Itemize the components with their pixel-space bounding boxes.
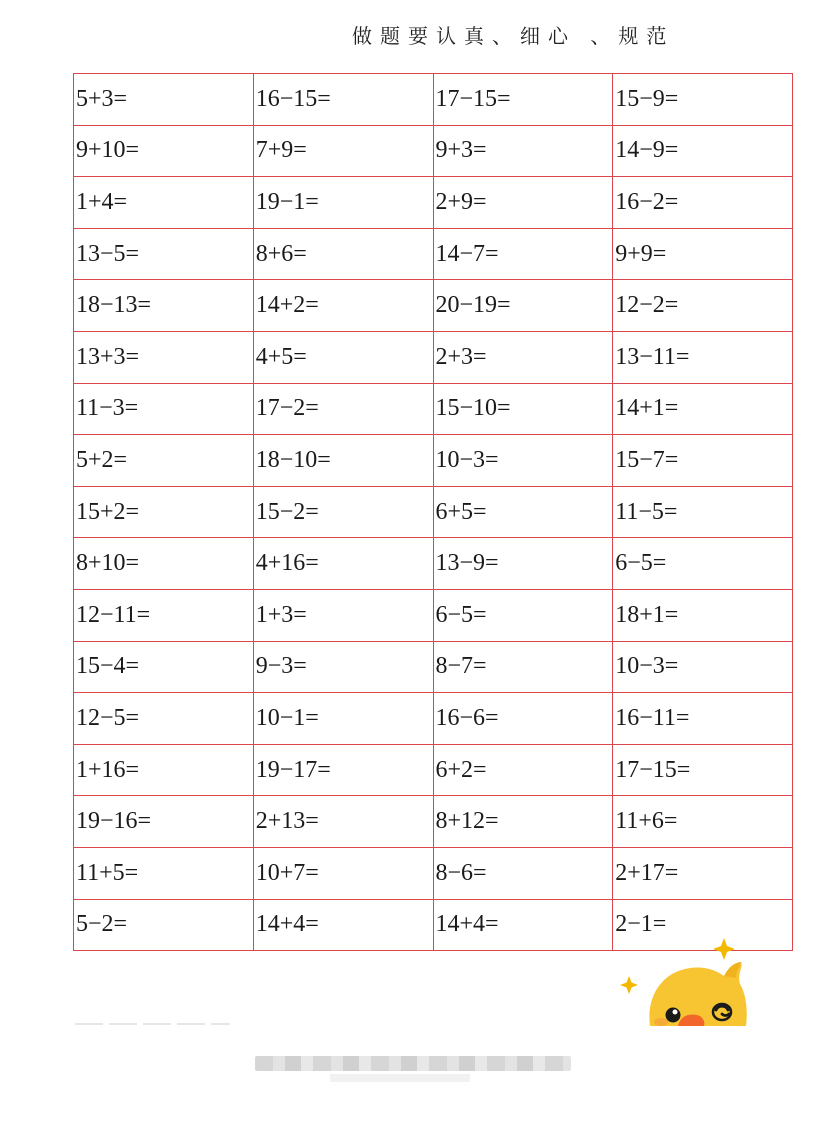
problem-cell: 14+1= [613, 383, 793, 435]
problem-cell: 12−5= [74, 693, 254, 745]
problem-cell: 1+4= [74, 177, 254, 229]
problem-cell: 13−5= [74, 228, 254, 280]
table-row [74, 383, 793, 435]
problem-cell: 20−19= [433, 280, 613, 332]
table-row [74, 74, 793, 126]
chick-eye-left [666, 1008, 681, 1023]
table-row [74, 280, 793, 332]
problem-cell: 15+2= [74, 486, 254, 538]
table-row [74, 589, 793, 641]
problem-cell: 14+2= [253, 280, 433, 332]
table-row [74, 125, 793, 177]
worksheet-body [74, 74, 793, 951]
problem-cell: 18−13= [74, 280, 254, 332]
problem-cell: 12−2= [613, 280, 793, 332]
problem-cell: 1+16= [74, 744, 254, 796]
problem-cell: 15−4= [74, 641, 254, 693]
problem-cell: 2+13= [253, 796, 433, 848]
table-row [74, 486, 793, 538]
problem-cell: 15−2= [253, 486, 433, 538]
problem-cell: 18−10= [253, 435, 433, 487]
problem-cell: 15−10= [433, 383, 613, 435]
problem-cell: 16−2= [613, 177, 793, 229]
problem-cell: 10−3= [433, 435, 613, 487]
problem-cell: 6−5= [433, 589, 613, 641]
problem-cell: 4+5= [253, 331, 433, 383]
problem-cell: 4+16= [253, 538, 433, 590]
chick-cheek [654, 1018, 668, 1026]
problem-cell: 8−7= [433, 641, 613, 693]
table-row [74, 538, 793, 590]
problem-cell: 13−9= [433, 538, 613, 590]
problem-cell: 12−11= [74, 589, 254, 641]
problem-cell: 19−1= [253, 177, 433, 229]
problem-cell: 18+1= [613, 589, 793, 641]
problem-cell: 9−3= [253, 641, 433, 693]
table-row [74, 177, 793, 229]
problem-cell: 14+4= [433, 899, 613, 951]
problem-cell: 8−6= [433, 847, 613, 899]
problem-cell: 13+3= [74, 331, 254, 383]
problem-cell: 17−15= [613, 744, 793, 796]
watermark-blur-sub [330, 1074, 470, 1082]
table-row [74, 693, 793, 745]
problem-cell: 6+5= [433, 486, 613, 538]
problem-cell: 14+4= [253, 899, 433, 951]
table-row [74, 744, 793, 796]
problem-cell: 6+2= [433, 744, 613, 796]
problem-cell: 19−16= [74, 796, 254, 848]
problem-cell: 8+6= [253, 228, 433, 280]
problem-cell: 1+3= [253, 589, 433, 641]
problem-cell: 2+9= [433, 177, 613, 229]
problem-cell: 15−9= [613, 74, 793, 126]
table-row [74, 641, 793, 693]
problem-cell: 6−5= [613, 538, 793, 590]
table-row [74, 847, 793, 899]
sparkle-icon [713, 938, 735, 960]
problem-cell: 8+12= [433, 796, 613, 848]
problem-cell: 5−2= [74, 899, 254, 951]
problem-cell: 11−3= [74, 383, 254, 435]
problem-cell: 5+2= [74, 435, 254, 487]
problem-cell: 16−15= [253, 74, 433, 126]
problem-cell: 11+6= [613, 796, 793, 848]
problem-cell: 16−6= [433, 693, 613, 745]
problem-cell: 14−9= [613, 125, 793, 177]
problem-cell: 9+10= [74, 125, 254, 177]
problem-cell: 11−5= [613, 486, 793, 538]
problem-cell: 2+3= [433, 331, 613, 383]
problem-cell: 10−1= [253, 693, 433, 745]
problem-cell: 8+10= [74, 538, 254, 590]
table-row [74, 228, 793, 280]
problem-cell: 14−7= [433, 228, 613, 280]
problem-cell: 13−11= [613, 331, 793, 383]
problem-cell: 15−7= [613, 435, 793, 487]
chick-mascot-icon [612, 936, 752, 1026]
problem-cell: 19−17= [253, 744, 433, 796]
table-row [74, 796, 793, 848]
problem-cell: 2−1= [613, 899, 793, 951]
problem-cell: 11+5= [74, 847, 254, 899]
problem-cell: 2+17= [613, 847, 793, 899]
problem-cell: 17−2= [253, 383, 433, 435]
problem-cell: 16−11= [613, 693, 793, 745]
footer-faint-line [75, 1023, 230, 1025]
problem-cell: 17−15= [433, 74, 613, 126]
problem-cell: 9+3= [433, 125, 613, 177]
problem-cell: 10−3= [613, 641, 793, 693]
problem-cell: 10+7= [253, 847, 433, 899]
table-row [74, 435, 793, 487]
problem-cell: 7+9= [253, 125, 433, 177]
watermark-blur [255, 1056, 571, 1071]
problem-cell: 5+3= [74, 74, 254, 126]
page-title: 做题要认真、细心 、规范 [352, 24, 675, 48]
table-row [74, 331, 793, 383]
arithmetic-worksheet-table [73, 73, 793, 951]
sparkle-icon [620, 976, 638, 994]
problem-cell: 9+9= [613, 228, 793, 280]
